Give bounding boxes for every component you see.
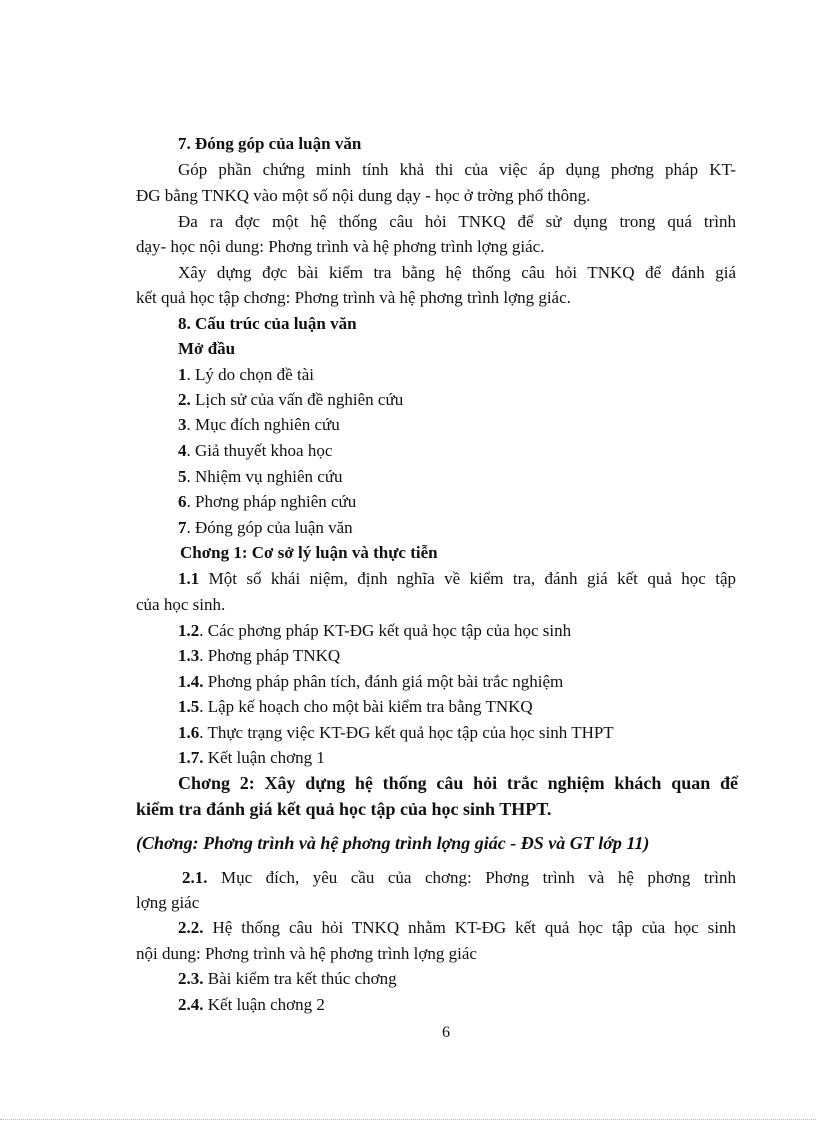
section-7-paragraph-1-line-2: ĐG bằng TNKQ vào một số nội dung dạy - học ở trờng phổ thông.: [136, 186, 591, 205]
chapter-2-item-1-line-2: lợng giác: [136, 893, 200, 912]
list-item: 1.3. Phơng pháp TNKQ: [178, 646, 341, 665]
page-number: 6: [442, 1024, 450, 1041]
chapter-2-item-2-line-1: 2.2. Hệ thống câu hỏi TNKQ nhằm KT-ĐG kết quả học tập của học sinh: [178, 918, 736, 937]
chapter-1-heading: Chơng 1: Cơ sở lý luận và thực tiễn: [180, 543, 438, 562]
page-divider: [0, 1119, 816, 1120]
chapter-1-item-1-line-2: của học sinh.: [136, 595, 226, 614]
chapter-1-item-1-line-1: 1.1 Một số khái niệm, định nghĩa về kiểm tra, đánh giá kết quả học tập: [178, 569, 736, 588]
section-7-paragraph-3-line-2: kết quả học tập chơng: Phơng trình và hệ phơng trình lợng giác.: [136, 288, 571, 307]
section-7-paragraph-3-line-1: Xây dựng đợc bài kiểm tra bằng hệ thống câu hỏi TNKQ để đánh giá: [178, 263, 736, 282]
list-item: 3. Mục đích nghiên cứu: [178, 415, 340, 434]
list-item: 6. Phơng pháp nghiên cứu: [178, 492, 357, 511]
list-item: 1. Lý do chọn đề tài: [178, 365, 314, 384]
list-item: 4. Giả thuyết khoa học: [178, 441, 333, 460]
chapter-2-heading-line-2: kiểm tra đánh giá kết quả học tập của học sinh THPT.: [136, 799, 552, 819]
chapter-2-subtitle: (Chơng: Phơng trình và hệ phơng trình lợng giác - ĐS và GT lớp 11): [136, 833, 650, 853]
section-8-heading: 8. Cấu trúc của luận văn: [178, 314, 357, 333]
list-item: 2. Lịch sử của vấn đề nghiên cứu: [178, 390, 404, 409]
list-item: 5. Nhiệm vụ nghiên cứu: [178, 467, 343, 486]
list-item: 2.3. Bài kiểm tra kết thúc chơng: [178, 969, 397, 988]
chapter-2-heading-line-1: Chơng 2: Xây dựng hệ thống câu hỏi trắc nghiệm khách quan để: [178, 773, 738, 793]
intro-heading: Mở đầu: [178, 339, 236, 358]
chapter-2-item-1-line-1: 2.1. Mục đích, yêu cầu của chơng: Phơng trình và hệ phơng trình: [182, 868, 736, 887]
list-item: 1.7. Kết luận chơng 1: [178, 748, 325, 767]
list-item: 7. Đóng góp của luận văn: [178, 518, 353, 537]
list-item: 2.4. Kết luận chơng 2: [178, 995, 325, 1014]
section-7-paragraph-2-line-1: Đa ra đợc một hệ thống câu hỏi TNKQ để sử dụng trong quá trình: [178, 212, 736, 231]
list-item: 1.6. Thực trạng việc KT-ĐG kết quả học tập của học sinh THPT: [178, 723, 614, 742]
section-7-heading: 7. Đóng góp của luận văn: [178, 134, 362, 153]
section-7-paragraph-2-line-2: dạy- học nội dung: Phơng trình và hệ phơng trình lợng giác.: [136, 237, 545, 256]
list-item: 1.5. Lập kế hoạch cho một bài kiểm tra bằng TNKQ: [178, 697, 533, 716]
list-item: 1.4. Phơng pháp phân tích, đánh giá một bài trắc nghiệm: [178, 672, 564, 691]
list-item: 1.2. Các phơng pháp KT-ĐG kết quả học tập của học sinh: [178, 621, 572, 640]
chapter-2-item-2-line-2: nội dung: Phơng trình và hệ phơng trình lợng giác: [136, 944, 477, 963]
section-7-paragraph-1-line-1: Góp phần chứng minh tính khả thi của việc áp dụng phơng pháp KT-: [178, 160, 736, 179]
